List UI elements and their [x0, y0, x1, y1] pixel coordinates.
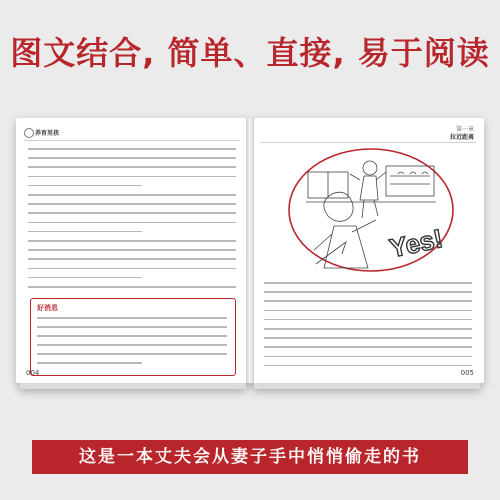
text-line [37, 353, 227, 355]
text-line [264, 365, 472, 367]
text-line [28, 185, 142, 187]
text-line [28, 249, 236, 251]
text-line [28, 258, 236, 260]
text-line [28, 222, 236, 224]
text-line [28, 194, 236, 196]
tagline-banner: 这是一本丈夫会从妻子手中悄悄偷走的书 [32, 440, 468, 474]
headline: 图文结合, 简单、直接, 易于阅读 [10, 34, 490, 72]
right-header-title: 拉近距离 [449, 134, 474, 141]
text-line [264, 337, 472, 339]
text-line [28, 286, 236, 288]
text-line [37, 362, 142, 364]
left-page-number: 004 [26, 369, 40, 377]
book-logo-icon [24, 128, 34, 138]
right-header-chapter: 第一章 [455, 126, 474, 133]
text-line [37, 344, 227, 346]
text-line [28, 157, 236, 159]
text-line [264, 310, 472, 312]
text-line [28, 231, 142, 233]
yes-exclamation: Yes! [386, 222, 446, 264]
text-line [264, 346, 472, 348]
text-line [28, 166, 236, 168]
text-line [37, 326, 227, 328]
text-line [264, 282, 472, 284]
right-page [252, 118, 484, 383]
mother-child-illustration [286, 146, 456, 276]
text-line [264, 291, 472, 293]
left-page [16, 118, 248, 383]
text-line [37, 317, 227, 319]
text-line [264, 328, 472, 330]
text-line [264, 300, 472, 302]
text-line [28, 203, 236, 205]
left-header-rule [24, 140, 240, 141]
text-line [28, 240, 236, 242]
text-line [28, 148, 236, 150]
right-page-stack [254, 383, 480, 389]
text-line [28, 176, 236, 178]
text-line [264, 356, 472, 358]
text-line [264, 319, 472, 321]
book-spine [246, 118, 254, 383]
open-book [16, 118, 484, 402]
good-news-box [30, 298, 236, 376]
good-news-title: 好消息 [37, 304, 58, 312]
text-line [28, 268, 236, 270]
text-line [37, 335, 227, 337]
right-header-rule [260, 142, 476, 143]
text-line [28, 277, 142, 279]
right-page-number: 005 [460, 369, 474, 377]
left-page-stack [20, 383, 246, 389]
text-line [28, 212, 236, 214]
left-header-title: 养育男孩 [35, 130, 60, 137]
